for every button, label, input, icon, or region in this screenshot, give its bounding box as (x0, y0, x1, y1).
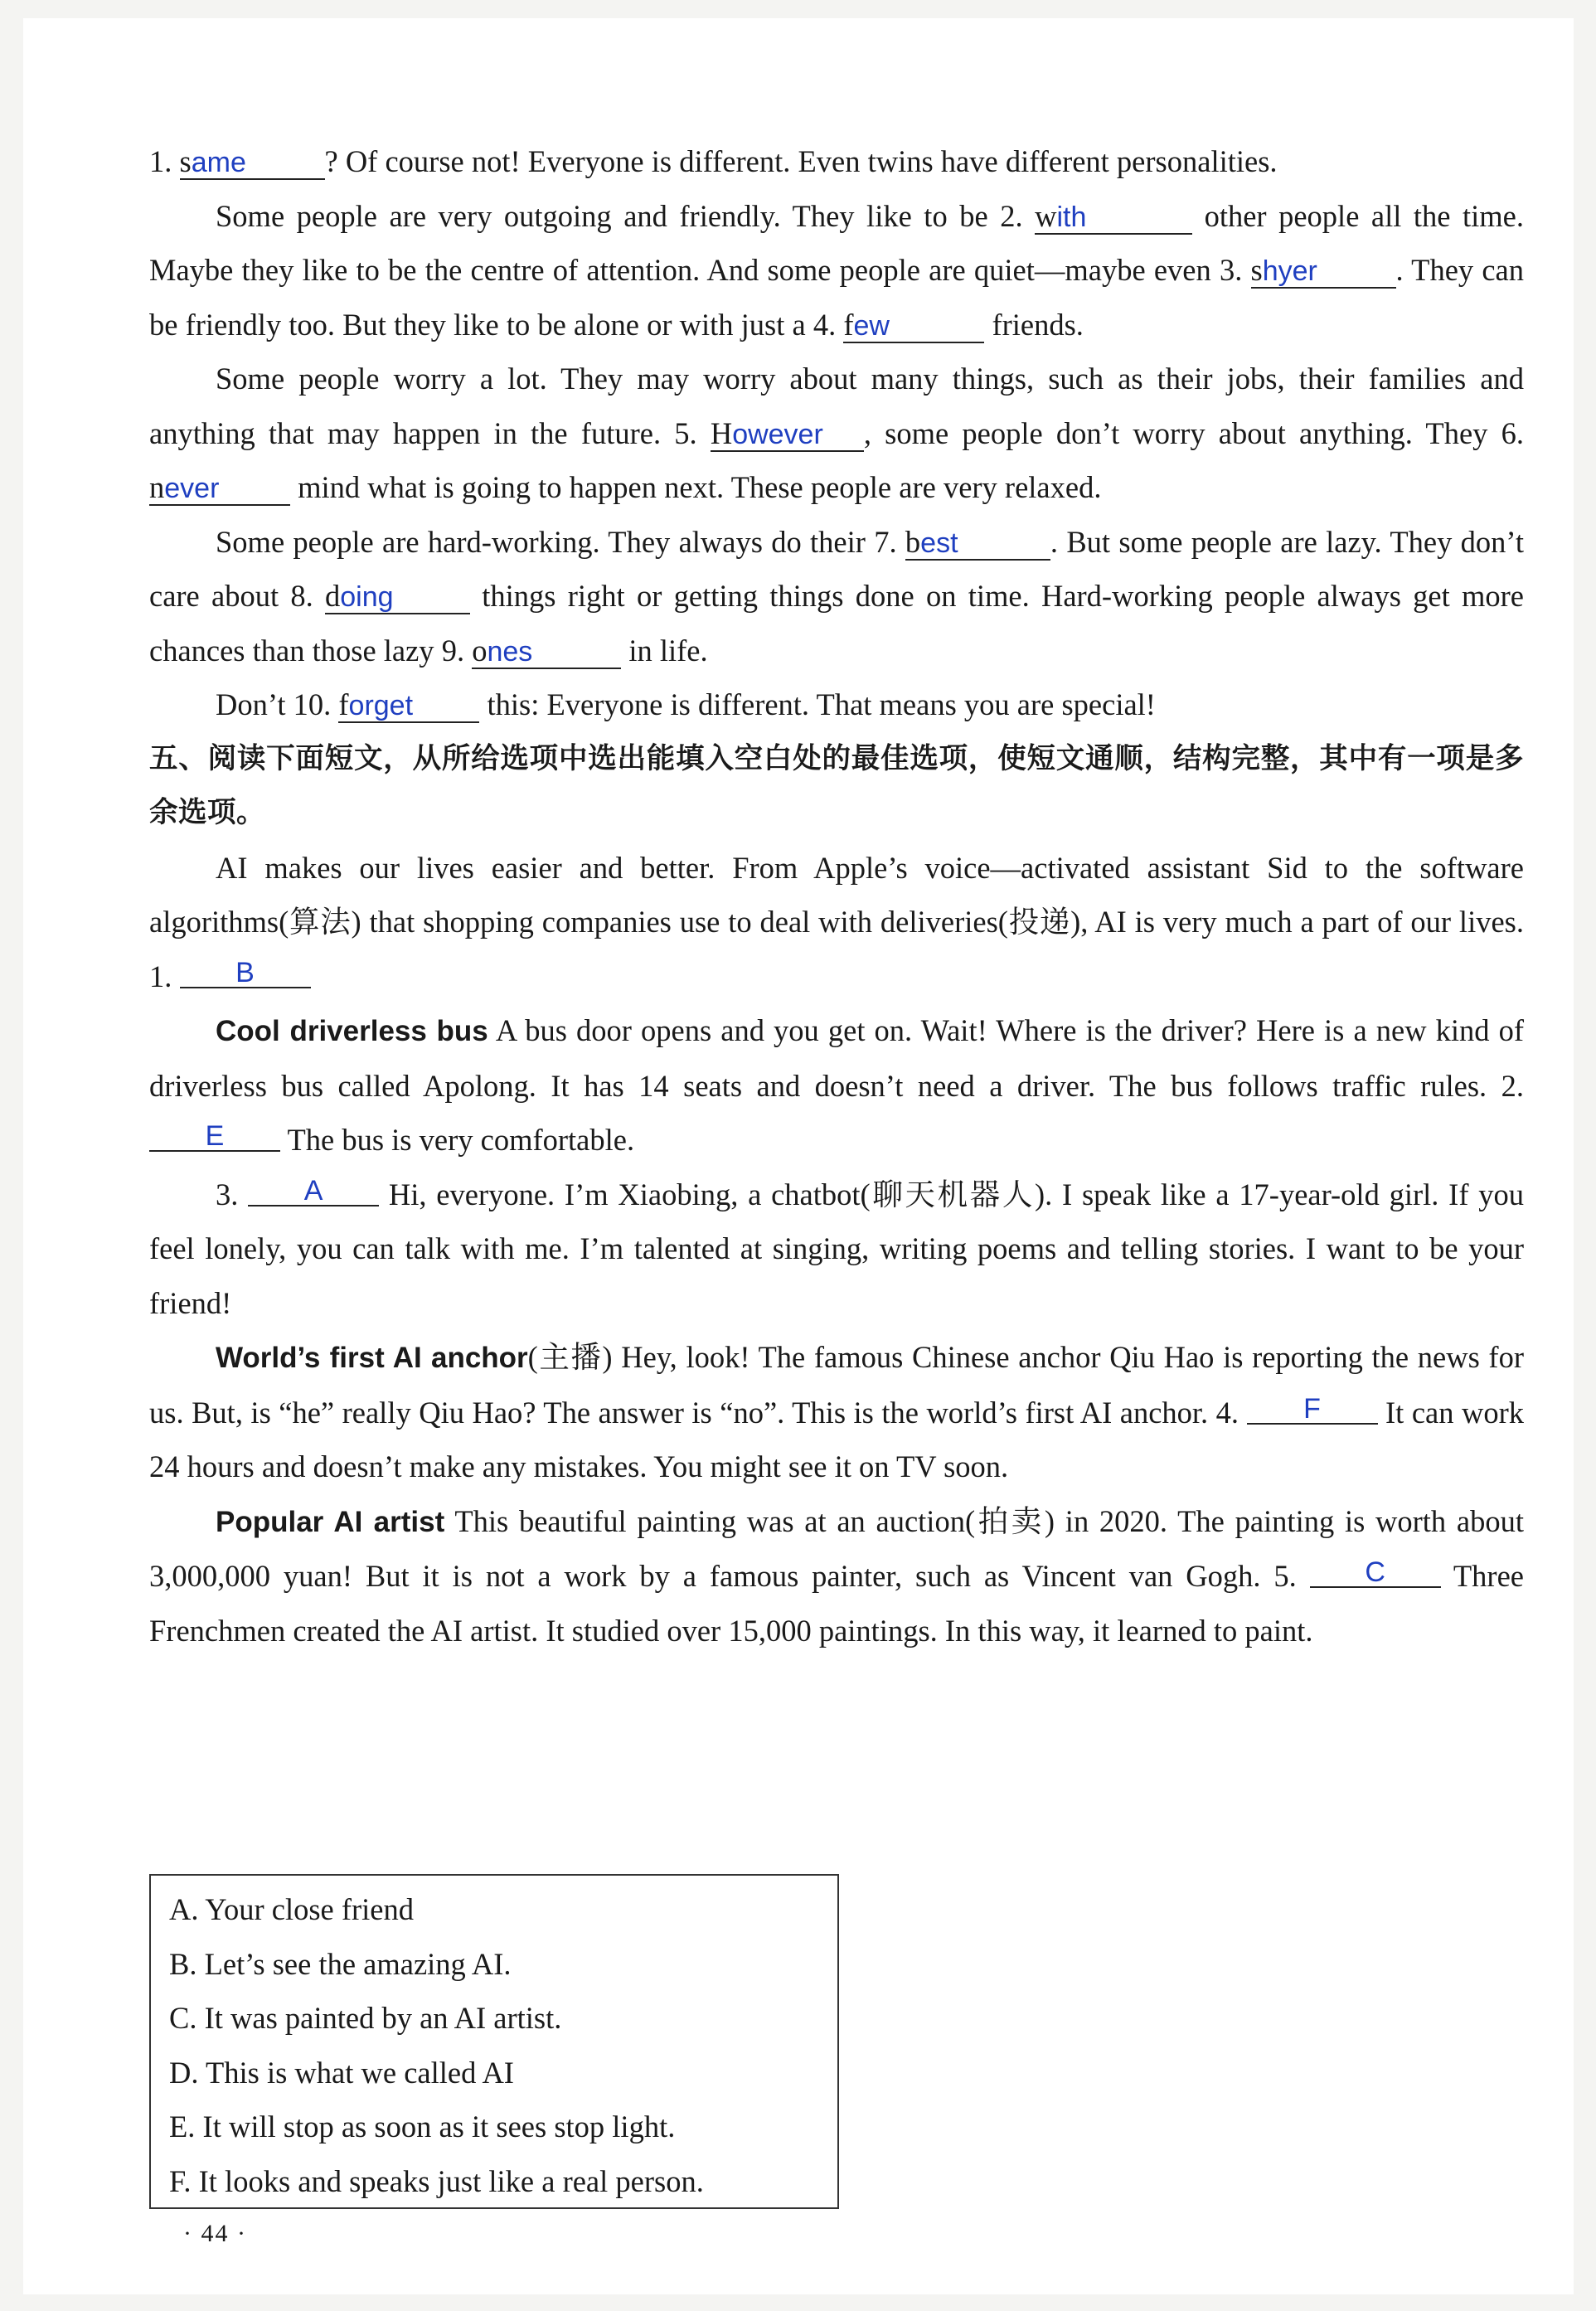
intro-paragraph (149, 841, 1524, 1004)
answer-blank-5 (711, 417, 864, 452)
answer-blank-s2: E (149, 1122, 280, 1152)
question-number: 7. (874, 524, 905, 559)
option-d: D. This is what we called AI (169, 2055, 514, 2090)
paragraph-2 (149, 189, 1524, 352)
option-e: E. It will stop as soon as it sees stop light. (169, 2110, 676, 2144)
paragraph-text: This beautiful painting was at an auction(拍卖) in 2020. The painting is worth about 3,000,000 yuan! But it is not a work by a famous painter, such as Vincent van Gogh. 5. (149, 1503, 1525, 1593)
filled-answer: ith (1056, 201, 1087, 233)
page-number: · 44 · (183, 2220, 247, 2247)
paragraph-text: friends. (984, 307, 1084, 342)
bus-paragraph (149, 1003, 1524, 1168)
paragraph-text: (主播) Hey, look! The famous Chinese anchor Qiu Hao is reporting the news for us. But, is “he” really Qiu Hao? The answer is “no”. This is the world’s first AI anchor. 4. (149, 1340, 1524, 1430)
paragraph-text: Three Frenchmen created the AI artist. It studied over 15,000 paintings. In this way, it learned to paint. (149, 1559, 1524, 1648)
reading-content (149, 134, 1524, 1658)
question-number: 9. (441, 633, 473, 668)
question-number: 2. (1000, 198, 1036, 233)
filled-answer: ever (164, 473, 220, 504)
answer-blank-8 (325, 580, 470, 614)
paragraph-text: ? Of course not! Everyone is different. Even twins have different personalities. (324, 144, 1278, 178)
answer-blank-9 (472, 634, 621, 669)
answer-blank-1 (180, 145, 325, 180)
paragraph-text: this: Everyone is different. That means you are special! (479, 687, 1156, 721)
blank-first-letter: s (1250, 253, 1263, 287)
bus-subtitle: Cool driverless bus (216, 1015, 488, 1047)
answer-blank-6 (149, 471, 290, 506)
question-number: 3. (1219, 253, 1251, 287)
paragraph-text: AI makes our lives easier and better. From Apple’s voice—activated assistant Sid to the software algorithms(算法) that shopping companies use to deal with deliveries(投递), AI is very much a part of our lives. 1. (149, 850, 1524, 993)
blank-first-letter: f (843, 307, 854, 342)
blank-first-letter: b (905, 524, 921, 559)
paragraph-text: Hi, everyone. I’m Xiaobing, a chatbot(聊天机器人). I speak like a 17-year-old girl. If you feel lonely, you can talk with me. I’m talented at singing, writing poems and telling stories. I want to be your friend! (149, 1177, 1524, 1320)
blank-first-letter: n (149, 470, 165, 504)
question-number: 3. (216, 1177, 249, 1211)
filled-answer: oing (340, 581, 394, 613)
paragraph-text: A bus door opens and you get on. Wait! Where is the driver? Here is a new kind of driverless bus called Apolong. It has 14 seats and doesn’t need a driver. The bus follows traffic rules. 2. (149, 1013, 1525, 1103)
blank-first-letter: o (472, 633, 488, 668)
answer-blank-s3: A (248, 1177, 379, 1206)
paragraph-text: Some people are very outgoing and friendly. They like to be (216, 198, 1001, 233)
paragraph-4 (149, 515, 1524, 678)
anchor-subtitle: World’s first AI anchor (216, 1342, 528, 1374)
paragraph-text: . But some people are lazy. They don’t care about (149, 524, 1525, 613)
option-f: F. It looks and speaks just like a real person. (169, 2163, 704, 2198)
paragraph-text: in life. (621, 633, 708, 668)
answer-blank-4 (843, 308, 984, 343)
filled-answer: owever (732, 418, 823, 450)
paragraph-text: Some people are hard-working. They always do their (216, 524, 875, 559)
section-heading: 五、阅读下面短文，从所给选项中选出能填入空白处的最佳选项，使短文通顺，结构完整，其中有一项是多余选项。 (149, 741, 1524, 829)
paragraph-text: Don’t (216, 687, 293, 721)
artist-paragraph (149, 1494, 1524, 1658)
filled-answer: nes (487, 635, 533, 668)
answer-blank-s4: F (1247, 1395, 1378, 1425)
answer-blank-7 (905, 526, 1050, 561)
option-b: B. Let’s see the amazing AI. (169, 1946, 512, 1981)
blank-first-letter: f (338, 687, 349, 721)
filled-answer: est (920, 527, 958, 559)
option-a: A. Your close friend (169, 1892, 415, 1926)
paragraph-text: , some people don’t worry about anything. They (863, 415, 1501, 450)
blank-first-letter: s (179, 144, 192, 178)
paragraph-text: . They can be friendly too. But they like to be alone or with just a (149, 253, 1524, 342)
paragraph-text: Some people worry a lot. They may worry about many things, such as their jobs, their families and anything that may happen in the future. (149, 362, 1524, 450)
answer-blank-2 (1035, 200, 1192, 235)
filled-answer: ew (853, 309, 890, 342)
paragraph-3 (149, 352, 1524, 515)
question-number: 6. (1501, 415, 1524, 450)
paragraph-text: The bus is very comfortable. (280, 1123, 635, 1157)
anchor-paragraph (149, 1330, 1524, 1494)
paragraph-5 (149, 677, 1524, 732)
answer-blank-10 (338, 688, 479, 723)
paragraph-text: mind what is going to happen next. These people are very relaxed. (290, 470, 1102, 504)
filled-answer: ame (191, 147, 246, 178)
question-number: 4. (813, 307, 844, 342)
answer-blank-s1: B (180, 959, 311, 988)
question-number: 10. (293, 687, 339, 721)
question-number: 8. (290, 579, 326, 613)
paragraph-1 (149, 134, 1524, 189)
artist-subtitle: Popular AI artist (216, 1505, 445, 1538)
filled-answer: hyer (1262, 255, 1317, 287)
option-c: C. It was painted by an AI artist. (169, 2001, 562, 2035)
blank-first-letter: w (1035, 198, 1057, 233)
question-number: 1. (149, 144, 180, 178)
filled-answer: orget (348, 690, 414, 721)
paragraph-text: things right or getting things done on time. Hard-working people always get more chances than those lazy (149, 579, 1524, 668)
options-box (149, 1874, 839, 2209)
answer-blank-s5: C (1310, 1558, 1441, 1588)
question-number: 5. (674, 415, 711, 450)
paragraph-text: It can work 24 hours and doesn’t make any mistakes. You might see it on TV soon. (149, 1395, 1524, 1483)
blank-first-letter: H (710, 415, 733, 450)
worksheet-page (23, 18, 1574, 2294)
blank-first-letter: d (325, 579, 341, 613)
answer-blank-3 (1251, 254, 1396, 289)
paragraph-text: other people all the time. Maybe they like to be the centre of attention. And some people are quiet—maybe even (149, 198, 1525, 287)
chatbot-paragraph (149, 1168, 1524, 1331)
